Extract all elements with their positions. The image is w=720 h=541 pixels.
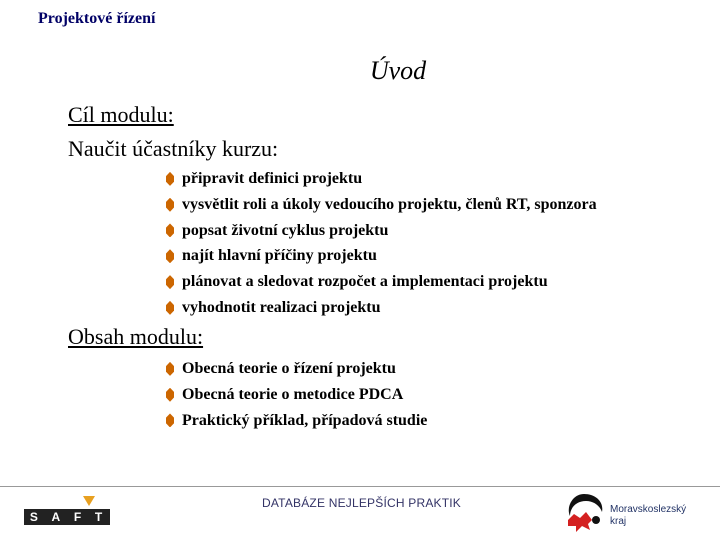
- list-item: popsat životní cyklus projektu: [166, 218, 597, 244]
- saft-bar: S A F T: [24, 509, 110, 525]
- goal-list: [166, 166, 597, 321]
- list-item: Praktický příklad, případová studie: [166, 408, 427, 434]
- diamond-bullet-icon: [166, 172, 174, 186]
- diamond-bullet-icon: [166, 362, 174, 376]
- diamond-bullet-icon: [166, 301, 174, 315]
- list-item: připravit definici projektu: [166, 166, 597, 192]
- diamond-bullet-icon: [166, 249, 174, 263]
- list-item: najít hlavní příčiny projektu: [166, 243, 597, 269]
- region-name: Moravskoslezský kraj: [610, 504, 687, 527]
- diamond-bullet-icon: [166, 275, 174, 289]
- slide-title: [0, 56, 720, 86]
- footer-divider: [0, 486, 720, 487]
- goal-subtitle: Naučit účastníky kurzu:: [68, 136, 279, 161]
- footer-text: DATABÁZE NEJLEPŠÍCH PRAKTIK: [262, 496, 461, 510]
- content-heading: Obsah modulu:: [68, 324, 204, 349]
- list-item: Obecná teorie o řízení projektu: [166, 356, 427, 382]
- diamond-bullet-icon: [166, 223, 174, 237]
- region-logo: [562, 490, 712, 536]
- list-item: vysvětlit roli a úkoly vedoucího projektu, členů RT, sponzora: [166, 192, 597, 218]
- goal-heading: Cíl modulu:: [68, 102, 174, 127]
- saft-arrow-icon: [83, 496, 95, 506]
- list-item: plánovat a sledovat rozpočet a implementaci projektu: [166, 269, 597, 295]
- saft-logo: [24, 496, 110, 526]
- diamond-bullet-icon: [166, 388, 174, 402]
- list-item: Obecná teorie o metodice PDCA: [166, 382, 427, 408]
- region-emblem-icon: [562, 490, 608, 536]
- header-title: Projektové řízení: [38, 10, 156, 27]
- diamond-bullet-icon: [166, 198, 174, 212]
- content-list: [166, 356, 427, 433]
- slide-title-text: Úvod: [369, 56, 427, 85]
- diamond-bullet-icon: [166, 413, 174, 427]
- list-item: vyhodnotit realizaci projektu: [166, 295, 597, 321]
